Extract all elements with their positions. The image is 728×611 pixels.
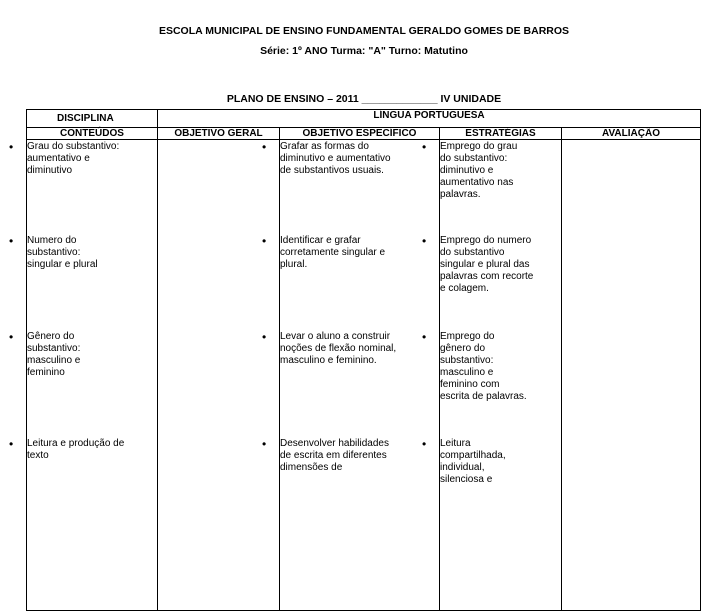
plan-title: PLANO DE ENSINO – 2011 _____________ IV UNIDADE [226, 93, 502, 105]
class-info: Série: 1º ANO Turma: "A" Turno: Matutino [260, 45, 468, 57]
list-item: • Leitura e produção de texto [9, 437, 125, 461]
list-item: • Grau do substantivo: aumentativo e diminutivo [9, 140, 120, 176]
list-item: • Gênero do substantivo: masculino e feminino [9, 330, 81, 378]
list-item: • Emprego do grau do substantivo: diminutivo e aumentativo nas palavras. [422, 140, 518, 200]
list-item: • Leitura compartilhada, individual, silenciosa e [422, 437, 506, 485]
col-header-conteudos: CONTEÚDOS [27, 128, 158, 140]
discipline-value: LÍNGUA PORTUGUESA [158, 110, 701, 128]
col-header-objetivo-geral: OBJETIVO GERAL [158, 128, 280, 140]
col-header-estrategias: ESTRATÉGIAS [440, 128, 562, 140]
col-header-objetivo-especifico: OBJETIVO ESPECÍFICO [280, 128, 440, 140]
avaliacao-cell [562, 140, 701, 611]
estrategias-cell [422, 140, 562, 611]
col-header-avaliacao: AVALIAÇÃO [562, 128, 701, 140]
list-item: • Emprego do numero do substantivo singular e plural das palavras com recorte e colagem. [422, 234, 534, 294]
list-item: • Emprego do gênero do substantivo: masculino e feminino com escrita de palavras. [422, 330, 527, 402]
conteudos-cell [9, 140, 158, 611]
objetivo-especifico-cell [262, 140, 440, 611]
list-item: • Numero do substantivo: singular e plural [9, 234, 98, 270]
list-item: • Grafar as formas do diminutivo e aumentativo de substantivos usuais. [262, 140, 391, 176]
list-item: • Levar o aluno a construir noções de flexão nominal, masculino e feminino. [262, 330, 397, 366]
discipline-label: DISCIPLINA [27, 110, 158, 128]
discipline-row [27, 110, 701, 128]
list-item: • Desenvolver habilidades de escrita em diferentes dimensões de [262, 437, 389, 473]
school-name: ESCOLA MUNICIPAL DE ENSINO FUNDAMENTAL GERALDO GOMES DE BARROS [158, 25, 570, 37]
list-item: • Identificar e grafar corretamente singular e plural. [262, 234, 386, 270]
plan-table [9, 109, 701, 611]
column-header-row [27, 128, 701, 140]
content-row [27, 140, 701, 611]
objetivo-geral-cell [158, 140, 280, 611]
